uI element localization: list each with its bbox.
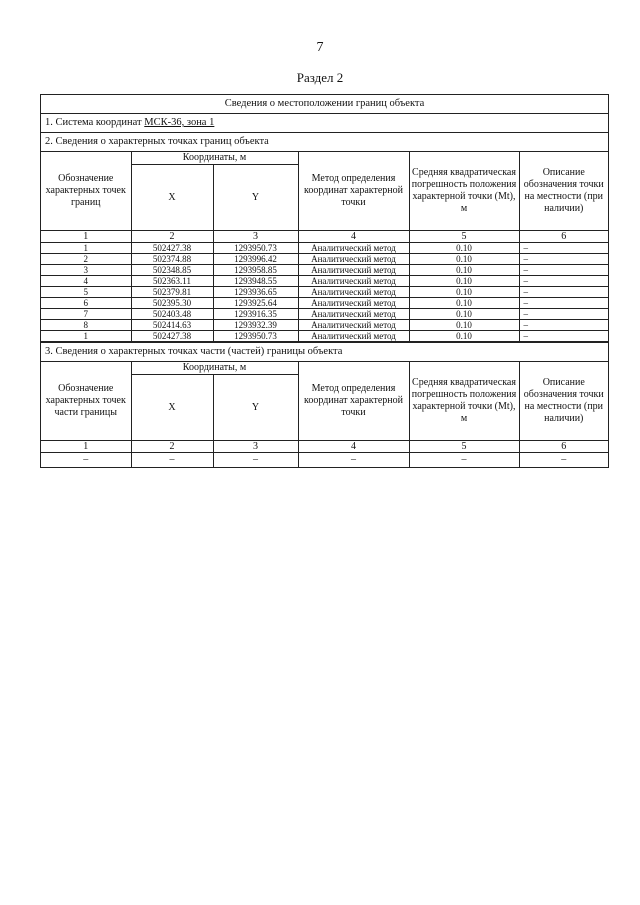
x-cell: 502363.11: [131, 276, 213, 287]
y-cell: 1293950.73: [213, 243, 298, 254]
point-cell: 1: [41, 243, 131, 254]
document-title: Сведения о местоположении границ объекта: [41, 95, 608, 114]
table-row: [41, 287, 608, 298]
empty-cell: –: [213, 453, 298, 468]
description-cell: –: [519, 309, 608, 320]
part3-table: [41, 362, 608, 467]
table-row: [41, 265, 608, 276]
y-cell: 1293996.42: [213, 254, 298, 265]
error-cell: 0.10: [409, 287, 519, 298]
part2-table: [41, 152, 608, 342]
error-cell: 0.10: [409, 298, 519, 309]
header-method: Метод определения координат характерной точки: [298, 362, 409, 441]
header-coordinates: Координаты, м: [131, 152, 298, 165]
header-error: Средняя квадратическая погрешность положения характерной точки (Mt), м: [409, 152, 519, 231]
empty-cell: –: [41, 453, 131, 468]
method-cell: Аналитический метод: [298, 265, 409, 276]
x-cell: 502348.85: [131, 265, 213, 276]
boundary-document: [40, 94, 609, 468]
method-cell: Аналитический метод: [298, 320, 409, 331]
column-number: 5: [409, 231, 519, 243]
header-description: Описание обозначения точки на местности (при наличии): [519, 362, 608, 441]
error-cell: 0.10: [409, 243, 519, 254]
empty-cell: –: [298, 453, 409, 468]
method-cell: Аналитический метод: [298, 243, 409, 254]
x-cell: 502427.38: [131, 243, 213, 254]
description-cell: –: [519, 254, 608, 265]
x-cell: 502403.48: [131, 309, 213, 320]
method-cell: Аналитический метод: [298, 298, 409, 309]
description-cell: –: [519, 243, 608, 254]
point-cell: 1: [41, 331, 131, 342]
table-row: [41, 298, 608, 309]
y-cell: 1293958.85: [213, 265, 298, 276]
y-cell: 1293925.64: [213, 298, 298, 309]
point-cell: 3: [41, 265, 131, 276]
empty-cell: –: [409, 453, 519, 468]
header-error: Средняя квадратическая погрешность положения характерной точки (Mt), м: [409, 362, 519, 441]
description-cell: –: [519, 298, 608, 309]
table-row: [41, 453, 608, 468]
table-row: [41, 276, 608, 287]
x-cell: 502427.38: [131, 331, 213, 342]
error-cell: 0.10: [409, 331, 519, 342]
description-cell: –: [519, 331, 608, 342]
column-number: 2: [131, 231, 213, 243]
column-number: 1: [41, 441, 131, 453]
method-cell: Аналитический метод: [298, 331, 409, 342]
part3-title: 3. Сведения о характерных точках части (частей) границы объекта: [41, 342, 608, 362]
header-description: Описание обозначения точки на местности (при наличии): [519, 152, 608, 231]
header-x: X: [131, 165, 213, 231]
table-row: [41, 320, 608, 331]
y-cell: 1293948.55: [213, 276, 298, 287]
column-number: 4: [298, 441, 409, 453]
error-cell: 0.10: [409, 320, 519, 331]
part2-title: 2. Сведения о характерных точках границ объекта: [41, 133, 608, 152]
coordinate-system: [41, 114, 608, 133]
point-cell: 5: [41, 287, 131, 298]
method-cell: Аналитический метод: [298, 276, 409, 287]
header-designation: Обозначение характерных точек части границы: [41, 362, 131, 441]
column-number: 6: [519, 441, 608, 453]
table-row: [41, 331, 608, 342]
empty-cell: –: [519, 453, 608, 468]
coordinate-system-value: МСК-36, зона 1: [144, 117, 215, 128]
error-cell: 0.10: [409, 276, 519, 287]
empty-cell: –: [131, 453, 213, 468]
x-cell: 502379.81: [131, 287, 213, 298]
point-cell: 7: [41, 309, 131, 320]
error-cell: 0.10: [409, 254, 519, 265]
x-cell: 502414.63: [131, 320, 213, 331]
x-cell: 502395.30: [131, 298, 213, 309]
method-cell: Аналитический метод: [298, 254, 409, 265]
error-cell: 0.10: [409, 309, 519, 320]
point-cell: 2: [41, 254, 131, 265]
y-cell: 1293916.35: [213, 309, 298, 320]
x-cell: 502374.88: [131, 254, 213, 265]
table-row: [41, 243, 608, 254]
column-number: 3: [213, 441, 298, 453]
header-y: Y: [213, 375, 298, 441]
method-cell: Аналитический метод: [298, 309, 409, 320]
y-cell: 1293950.73: [213, 331, 298, 342]
column-number: 5: [409, 441, 519, 453]
y-cell: 1293936.65: [213, 287, 298, 298]
header-y: Y: [213, 165, 298, 231]
point-cell: 6: [41, 298, 131, 309]
page-number: 7: [316, 40, 324, 55]
header-x: X: [131, 375, 213, 441]
section-title: Раздел 2: [296, 70, 344, 85]
y-cell: 1293932.39: [213, 320, 298, 331]
method-cell: Аналитический метод: [298, 287, 409, 298]
point-cell: 8: [41, 320, 131, 331]
error-cell: 0.10: [409, 265, 519, 276]
coordinate-system-label: 1. Система координат: [45, 117, 145, 128]
description-cell: –: [519, 287, 608, 298]
header-method: Метод определения координат характерной точки: [298, 152, 409, 231]
header-coordinates: Координаты, м: [131, 362, 298, 375]
header-designation: Обозначение характерных точек границ: [41, 152, 131, 231]
column-number: 3: [213, 231, 298, 243]
point-cell: 4: [41, 276, 131, 287]
column-number: 6: [519, 231, 608, 243]
description-cell: –: [519, 265, 608, 276]
description-cell: –: [519, 276, 608, 287]
column-number: 4: [298, 231, 409, 243]
table-row: [41, 254, 608, 265]
table-row: [41, 309, 608, 320]
column-number: 1: [41, 231, 131, 243]
description-cell: –: [519, 320, 608, 331]
column-number: 2: [131, 441, 213, 453]
